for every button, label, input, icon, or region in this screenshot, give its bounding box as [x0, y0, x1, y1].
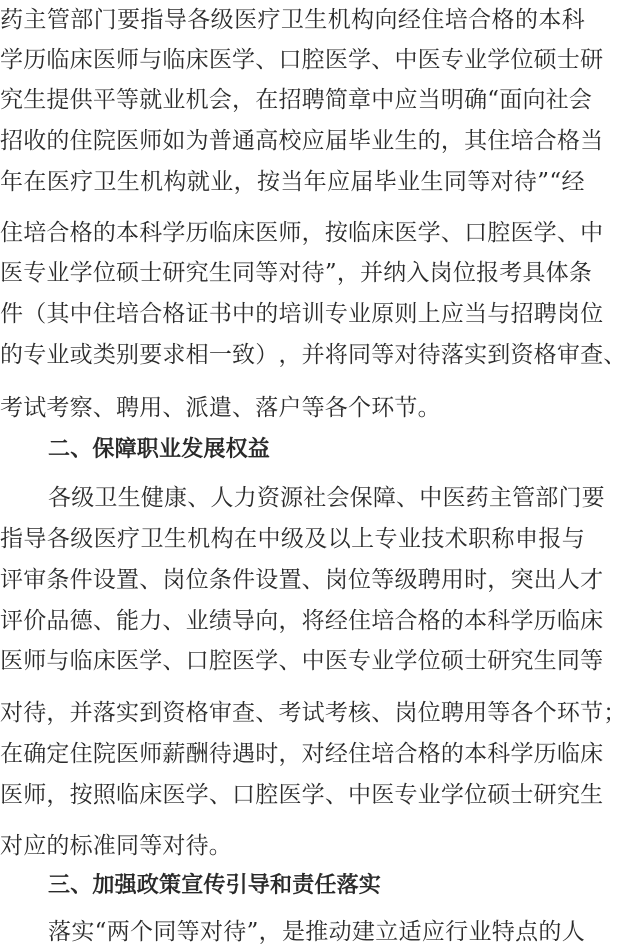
paragraph-line-2: 学 历 临 床 医 师 与 临 床 医 学 、 口 腔 医 学 、 中 医 专 业 学 位 硕 士 研	[0, 47, 604, 73]
paragraph-line-20: 落 实 “ 两 个 同 等 对 待 ” ， 是 推 动 建 立 适 应 行 业 特 点 的 人	[48, 919, 585, 945]
paragraph-line-16: 对 待 ， 并 落 实 到 资 格 审 查 、 考 试 考 核 、 岗 位 聘 用 等 各 个 环 节 ；	[0, 700, 626, 726]
paragraph-line-13: 评 审 条 件 设 置 、 岗 位 条 件 设 置 、 岗 位 等 级 聘 用 时 ， 突 出 人 才	[0, 567, 604, 593]
paragraph-line-14: 评 价 品 德 、 能 力 、 业 绩 导 向 ， 将 经 住 培 合 格 的 本 科 学 历 临 床	[0, 608, 604, 634]
paragraph-line-3: 究 生 提 供 平 等 就 业 机 会 ， 在 招 聘 简 章 中 应 当 明 确 “ 面 向 社 会	[0, 87, 593, 113]
paragraph-line-9: 的 专 业 或 类 别 要 求 相 一 致 ） ， 并 将 同 等 对 待 落 实 到 资 格 审 查 、	[0, 342, 626, 368]
paragraph-line-6: 住 培 合 格 的 本 科 学 历 临 床 医 师 ， 按 临 床 医 学 、 口 腔 医 学 、 中	[0, 220, 604, 246]
section-heading-3: 三、加强政策宣传引导和责任落实	[48, 873, 382, 898]
paragraph-line-12: 指 导 各 级 医 疗 卫 生 机 构 在 中 级 及 以 上 专 业 技 术 职 称 申 报 与	[0, 526, 585, 552]
paragraph-line-18: 医 师 ， 按 照 临 床 医 学 、 口 腔 医 学 、 中 医 专 业 学 位 硕 士 研 究 生	[0, 782, 604, 808]
paragraph-line-17: 在 确 定 住 院 医 师 薪 酬 待 遇 时 ， 对 经 住 培 合 格 的 本 科 学 历 临 床	[0, 741, 604, 767]
paragraph-line-4: 招 收 的 住 院 医 师 如 为 普 通 高 校 应 届 毕 业 生 的 ， 其 住 培 合 格 当	[0, 128, 604, 154]
paragraph-line-5: 年 在 医 疗 卫 生 机 构 就 业 ， 按 当 年 应 届 毕 业 生 同 等 对 待 ” “ 经	[0, 169, 585, 195]
paragraph-line-11: 各 级 卫 生 健 康 、 人 力 资 源 社 会 保 障 、 中 医 药 主 管 部 门 要	[48, 485, 605, 511]
paragraph-line-7: 医 专 业 学 位 硕 士 研 究 生 同 等 对 待 ” ， 并 纳 入 岗 位 报 考 具 体 条	[0, 260, 593, 286]
paragraph-line-15: 医 师 与 临 床 医 学 、 口 腔 医 学 、 中 医 专 业 学 位 硕 士 研 究 生 同 等	[0, 648, 604, 674]
paragraph-line-10: 考试考察、聘用、派遣、落户等各个环节。	[0, 395, 441, 421]
paragraph-line-19: 对应的标准同等对待。	[0, 833, 232, 859]
paragraph-line-1: 药 主 管 部 门 要 指 导 各 级 医 疗 卫 生 机 构 向 经 住 培 合 格 的 本 科	[0, 7, 585, 33]
section-heading-2: 二、保障职业发展权益	[48, 437, 271, 462]
paragraph-line-8: 件 （ 其 中 住 培 合 格 证 书 中 的 培 训 专 业 原 则 上 应 当 与 招 聘 岗 位	[0, 301, 604, 327]
